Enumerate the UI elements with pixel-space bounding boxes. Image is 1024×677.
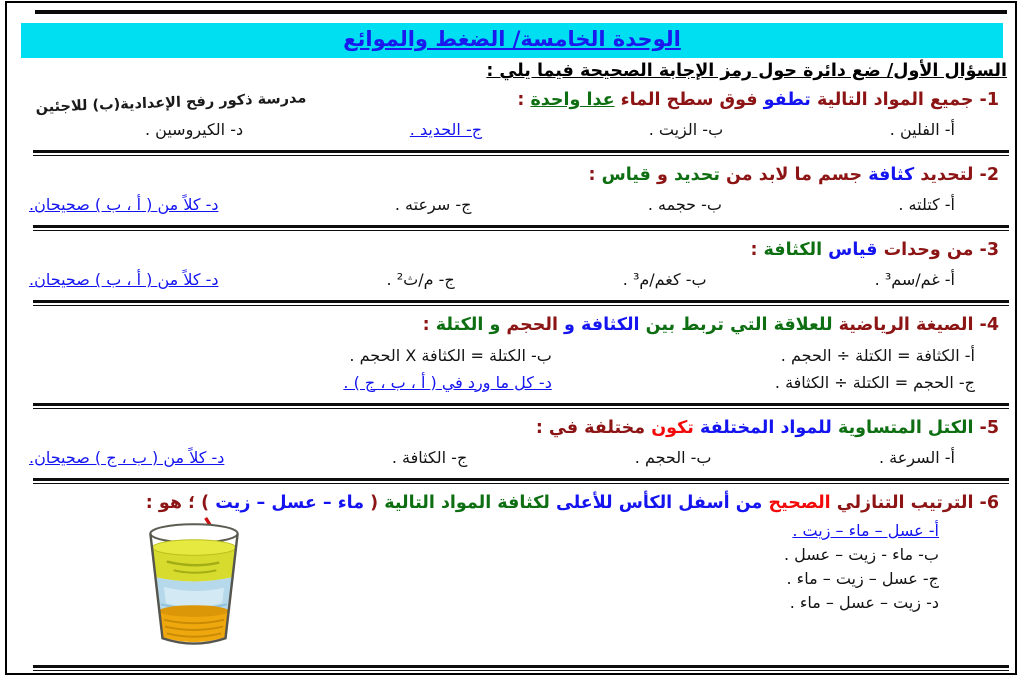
question-4-header xyxy=(15,312,999,339)
header-segment: ( xyxy=(364,492,385,513)
header-segment: 4- الصيغة الرياضية xyxy=(832,315,999,336)
question-3-header xyxy=(15,237,999,264)
question-4 xyxy=(7,312,1015,397)
header-segment: الحجم xyxy=(506,315,565,336)
answer-option: أ- غم/سم³ . xyxy=(874,270,955,290)
header-segment: للمواد المختلفة xyxy=(699,417,838,438)
header-segment: 3- من وحدات xyxy=(877,240,999,261)
header-segment: لكثافة المواد التالية xyxy=(384,492,556,513)
question-6-body xyxy=(15,517,999,649)
unit-banner xyxy=(21,23,1003,58)
correct-answer-option: د- كلاً من ( أ ، ب ) صحيحان. xyxy=(29,270,219,290)
header-segment: تطفو xyxy=(763,90,811,110)
header-segment: الكثافة xyxy=(763,240,829,261)
oil-surface xyxy=(152,540,235,556)
correct-answer-option: د- كلاً من ( ب ، ج ) صحيحان. xyxy=(29,447,225,467)
worksheet-page xyxy=(5,1,1017,675)
glass-image xyxy=(133,517,255,649)
answer-option: ب- الكتلة = الكثافة X الحجم . xyxy=(349,345,552,365)
question-5-options xyxy=(15,442,999,473)
question-6 xyxy=(7,490,1015,649)
separator-rule xyxy=(33,403,1009,409)
separator-rule xyxy=(33,665,1009,671)
correct-answer-option: د- كلاً من ( أ ، ب ) صحيحان. xyxy=(29,195,219,215)
answer-option: أ- الفلين . xyxy=(889,120,955,140)
honey-surface xyxy=(159,605,229,617)
header-segment: كثافة xyxy=(868,165,915,186)
question-3-options xyxy=(15,264,999,295)
answer-option: ج- الكثافة . xyxy=(391,447,468,467)
header-segment: من أسفل الكأس للأعلى xyxy=(555,492,769,513)
question-5 xyxy=(7,415,1015,473)
question-2-header xyxy=(15,162,999,189)
unit-title: الوحدة الخامسة/ الضغط والموائع xyxy=(343,27,681,51)
correct-answer-option: ج- الحديد . xyxy=(409,120,483,140)
answer-option: ج- م/ث² . xyxy=(386,270,455,290)
header-segment: جسم ما لابد من xyxy=(719,165,869,186)
separator-rule xyxy=(33,150,1009,156)
correct-answer-option: أ- عسل – ماء – زيت . xyxy=(792,520,939,540)
answer-option: ج- الحجم = الكتلة ÷ الكثافة . xyxy=(774,372,975,392)
header-segment: : xyxy=(588,165,602,186)
header-segment: 6- الترتيب التنازلي xyxy=(830,492,999,513)
answer-option: ج- عسل – زيت – ماء . xyxy=(786,568,939,588)
answer-option: د- الكيروسين . xyxy=(145,120,244,140)
answer-option: ج- سرعته . xyxy=(394,195,472,215)
header-segment: فوق سطح الماء xyxy=(614,90,764,110)
answer-option: ب- كغم/م³ . xyxy=(622,270,707,290)
answer-option: ب- الحجم . xyxy=(634,447,712,467)
header-segment: ماء – عسل – زيت xyxy=(215,492,365,513)
answer-option: ب- ماء - زيت – عسل . xyxy=(783,544,939,564)
separator-rule xyxy=(33,478,1009,484)
header-segment: عدا واحدة xyxy=(530,90,615,110)
question-5-header xyxy=(15,415,999,442)
header-segment: مختلفة في : xyxy=(535,417,652,438)
answer-option: أ- السرعة . xyxy=(878,447,955,467)
header-segment: و الكتلة xyxy=(435,315,507,336)
question-6-options xyxy=(784,517,999,612)
glass-svg xyxy=(133,517,255,645)
question-3 xyxy=(7,237,1015,295)
question-1-options xyxy=(15,114,999,145)
header-segment: قياس xyxy=(601,165,651,186)
school-name: مدرسة ذكور رفح الإعدادية(ب) للاجئين xyxy=(35,90,307,116)
header-segment: و xyxy=(650,165,674,186)
header-segment: : xyxy=(422,315,436,336)
header-segment: الكثافة و xyxy=(564,315,646,336)
answer-option: ب- حجمه . xyxy=(647,195,722,215)
separator-rule xyxy=(33,300,1009,306)
question-4-options xyxy=(15,340,999,398)
header-segment: ) ؛ هو : xyxy=(145,492,216,513)
question-6-header xyxy=(15,490,999,517)
answer-option: أ- كتلته . xyxy=(898,195,955,215)
header-segment: الصحيح xyxy=(768,492,831,513)
question-instruction: السؤال الأول/ ضع دائرة حول رمز الإجابة الصحيحة فيما يلي : xyxy=(486,61,1007,81)
header-segment: تكون xyxy=(651,417,700,438)
header-segment: : xyxy=(750,240,764,261)
header-segment: : xyxy=(517,90,531,110)
answer-option: أ- الكثافة = الكتلة ÷ الحجم . xyxy=(780,345,975,365)
header-segment: للعلاقة التي تربط بين xyxy=(645,315,833,336)
answer-option: د- زيت – عسل – ماء . xyxy=(789,592,939,612)
question-2-options xyxy=(15,189,999,220)
separator-rule xyxy=(33,225,1009,231)
header-segment: 1- جميع المواد التالية xyxy=(810,90,999,110)
header-segment: قياس xyxy=(828,240,878,261)
header-segment: 5- xyxy=(973,417,999,438)
correct-answer-option: د- كل ما ورد في ( أ ، ب ، ج ) . xyxy=(343,372,552,392)
header-segment: الكتل المتساوية xyxy=(837,417,974,438)
header-segment: 2- لتحديد xyxy=(914,165,999,186)
answer-option: ب- الزيت . xyxy=(648,120,724,140)
header-segment: تحديد xyxy=(673,165,720,186)
top-rule xyxy=(35,10,1007,14)
question-2 xyxy=(7,162,1015,220)
